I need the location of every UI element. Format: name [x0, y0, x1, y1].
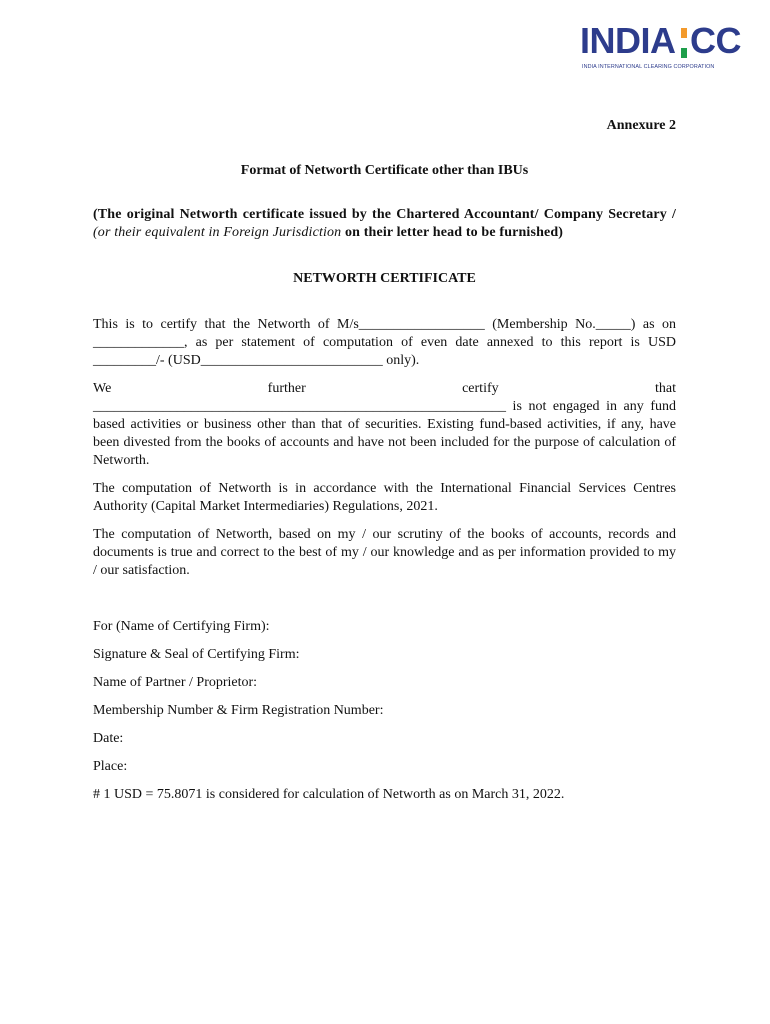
field-date: Date:: [93, 731, 124, 746]
para-not-engaged-rest: ___________________________________________________________ is not engaged in any fund based activities or business other than that of securities. Existing fund-based activities, if any, have been divested from the books of accounts and have not been included for the purpose of calculation of Networth.: [93, 399, 676, 468]
para-not-engaged: [93, 380, 676, 470]
certificate-title: NETWORTH CERTIFICATE: [293, 271, 476, 286]
word-that: that: [654, 381, 676, 396]
word-further: further: [267, 381, 306, 396]
field-partner-name: Name of Partner / Proprietor:: [93, 675, 258, 690]
note-part1: (The original Networth certificate issued by the Chartered Accountant/ Company Secretary /: [93, 207, 676, 222]
field-place: Place:: [93, 759, 128, 774]
annexure-label: Annexure 2: [606, 118, 676, 133]
para-scrutiny: The computation of Networth, based on my / our scrutiny of the books of accounts, records and documents is true and correct to the best of my / our knowledge and as per information provided to my / our satisfaction.: [93, 527, 676, 578]
para-certify-networth: This is to certify that the Networth of M/s__________________ (Membership No._____) as on _____________, as per statement of computation of even date annexed to this report is USD _________/- (USD__________________________ only).: [93, 317, 676, 368]
logo-word-india: INDIA: [580, 20, 676, 61]
field-for-firm: For (Name of Certifying Firm):: [93, 619, 270, 634]
logo-subtitle: INDIA INTERNATIONAL CLEARING CORPORATION: [582, 64, 715, 70]
spaced-line: [93, 380, 676, 398]
iicc-logo: [580, 22, 745, 74]
para-ifsca-regulations: The computation of Networth is in accordance with the International Financial Services Centres Authority (Capital Market Intermediaries) Regulations, 2021.: [93, 481, 676, 514]
note-part2: on their letter head to be furnished): [341, 225, 564, 240]
field-membership-number: Membership Number & Firm Registration Number:: [93, 703, 384, 718]
word-certify: certify: [462, 381, 499, 396]
exchange-rate-footnote: # 1 USD = 75.8071 is considered for calculation of Networth as on March 31, 2022.: [93, 787, 565, 802]
note-italic: (or their equivalent in Foreign Jurisdiction: [93, 225, 342, 240]
logo-word-cc: CC: [690, 20, 741, 61]
logo-tricolor-mark: [681, 28, 687, 58]
word-we: We: [93, 381, 112, 396]
field-signature-seal: Signature & Seal of Certifying Firm:: [93, 647, 300, 662]
format-title: Format of Networth Certificate other than IBUs: [240, 163, 529, 178]
furnish-note: [93, 206, 676, 242]
